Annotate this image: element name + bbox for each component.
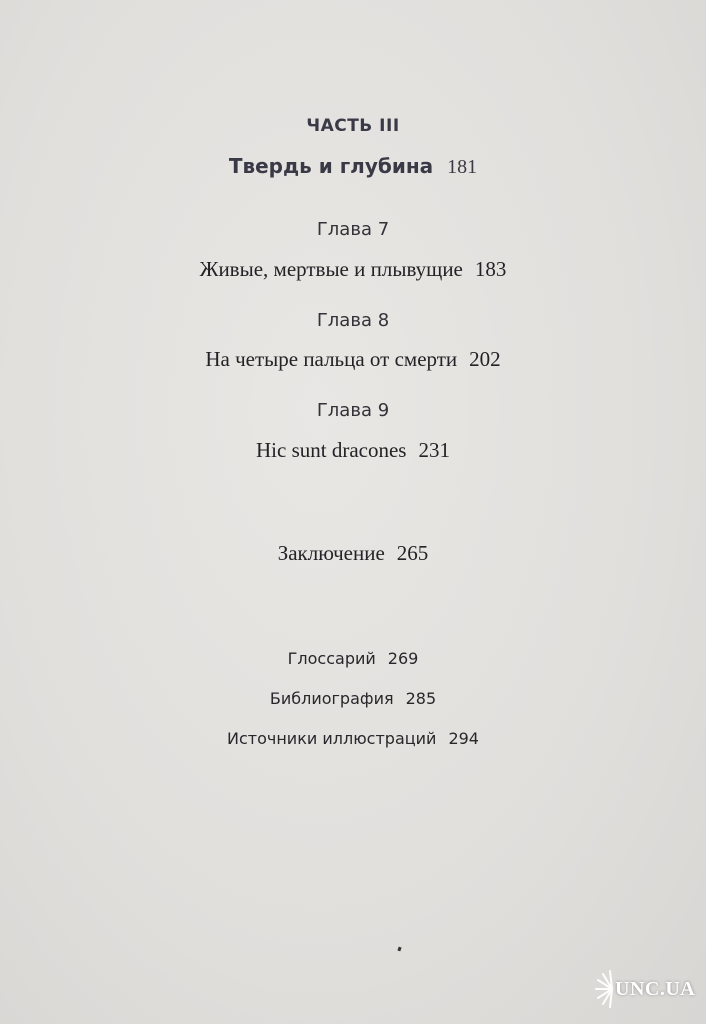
watermark-text: UNC.UA	[615, 978, 696, 1000]
conclusion-entry	[0, 541, 706, 566]
back-matter-title: Источники иллюстраций	[227, 729, 437, 748]
chapter-label-8: Глава 8	[316, 310, 390, 331]
back-matter-title: Глоссарий	[287, 649, 376, 668]
back-matter-entry-bibliography	[0, 689, 706, 708]
conclusion-title: Заключение	[277, 541, 385, 565]
ink-mark	[397, 947, 401, 952]
part-page-number: 181	[447, 156, 478, 178]
chapter-label-9: Глава 9	[316, 400, 390, 421]
back-matter-entry-glossary	[0, 649, 706, 668]
chapter-page-number: 202	[469, 347, 501, 371]
back-matter-page-number: 269	[387, 649, 419, 668]
chapter-page-number: 183	[474, 257, 507, 281]
part-title: Твердь и глубина	[228, 154, 434, 178]
back-matter-entry-illustrations	[0, 729, 706, 748]
back-matter-page-number: 294	[448, 729, 479, 748]
chapter-entry-8	[0, 347, 706, 372]
chapter-title: На четыре пальца от смерти	[205, 347, 458, 371]
chapter-title: Hic sunt dracones	[256, 438, 407, 462]
part-title-entry	[0, 154, 706, 179]
watermark	[592, 966, 702, 1012]
chapter-page-number: 231	[418, 438, 450, 462]
back-matter-page-number: 285	[405, 689, 437, 708]
part-label: ЧАСТЬ III	[306, 116, 400, 136]
back-matter-title: Библиография	[269, 689, 394, 708]
chapter-entry-7	[0, 257, 706, 282]
chapter-label-7: Глава 7	[316, 219, 390, 240]
chapter-title: Живые, мертвые и плывущие	[199, 257, 463, 281]
chapter-entry-9	[0, 438, 706, 463]
conclusion-page-number: 265	[396, 541, 429, 565]
